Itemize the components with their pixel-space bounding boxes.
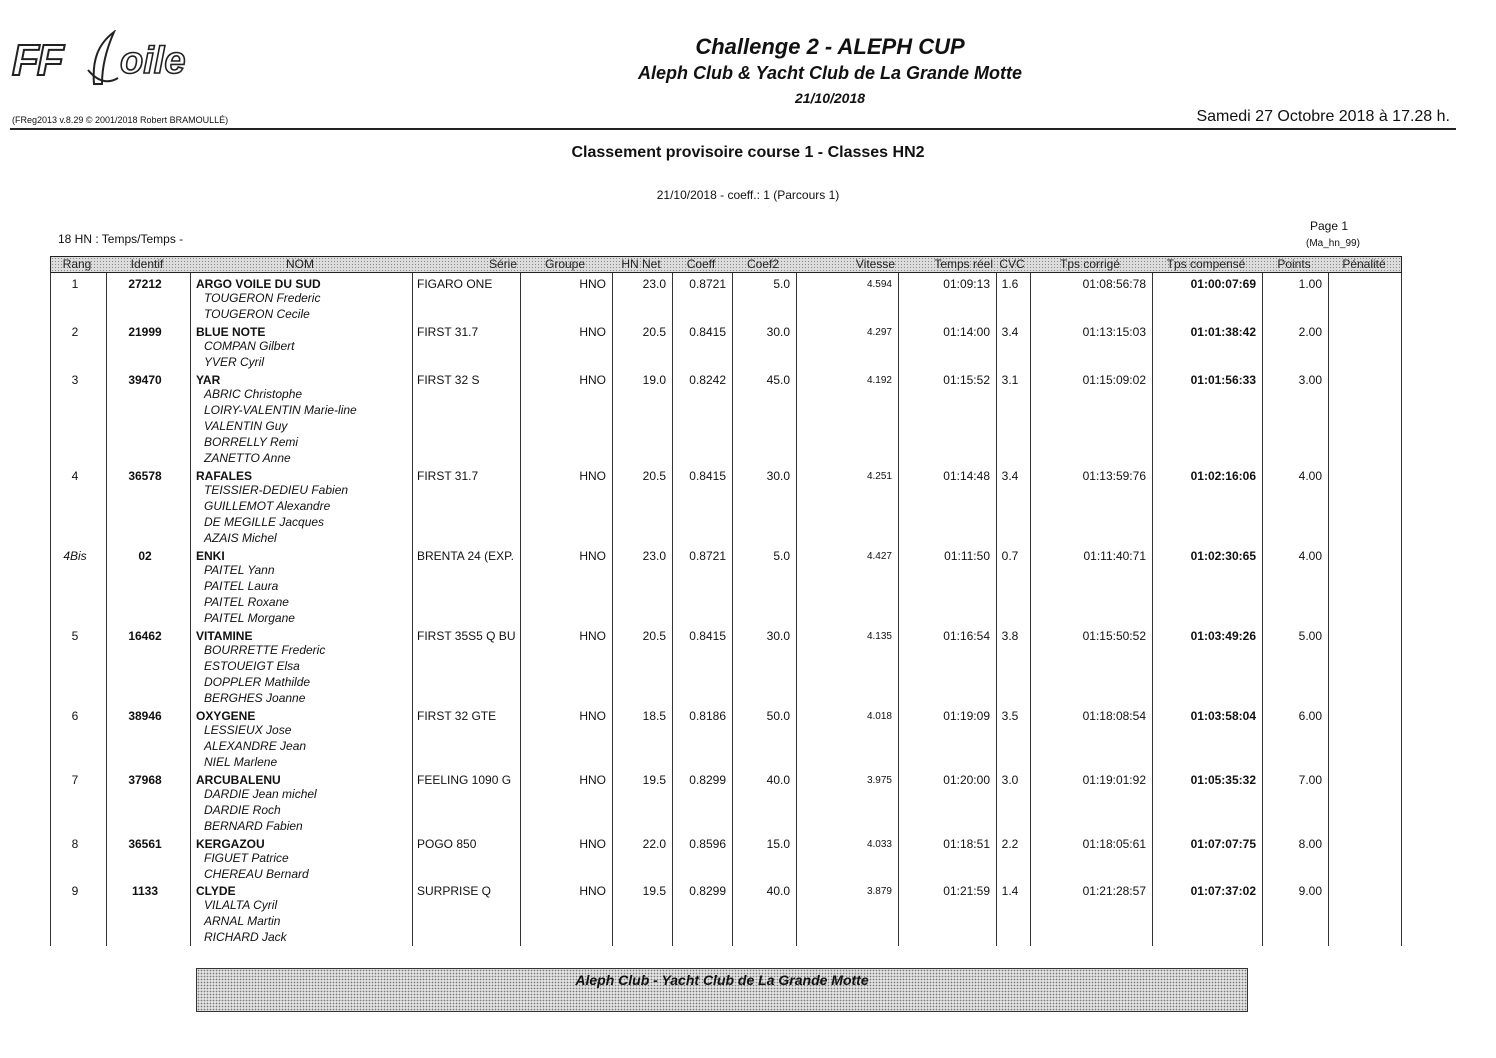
- cell-points: 7.00: [1298, 773, 1322, 787]
- col-header-groupe: Groupe: [544, 257, 586, 271]
- cell-points: 1.00: [1298, 277, 1322, 291]
- cell-coef2: 50.0: [766, 709, 790, 723]
- cell-temps: 01:19:09: [943, 709, 990, 723]
- cell-coeff: 0.8415: [689, 629, 726, 643]
- crew-member: ABRIC Christophe: [204, 387, 303, 401]
- results-table: [50, 256, 1402, 946]
- table-header: [50, 256, 1402, 273]
- crew-member: DARDIE Roch: [204, 803, 281, 817]
- cell-cvc: 1.6: [1001, 277, 1019, 291]
- cell-vitesse: 4.594: [866, 279, 892, 290]
- cell-corrige: 01:19:01:92: [1082, 773, 1146, 787]
- cell-rang: 3: [71, 373, 79, 387]
- cell-corrige: 01:13:59:76: [1082, 469, 1146, 483]
- col-header-nom: NOM: [286, 257, 314, 271]
- cell-compense: 01:07:37:02: [1190, 884, 1256, 898]
- cell-identif: 39470: [128, 373, 162, 387]
- cell-groupe: HNO: [579, 837, 606, 851]
- col-header-penalite: Pénalité: [1342, 257, 1386, 271]
- cell-groupe: HNO: [579, 373, 606, 387]
- crew-member: ZANETTO Anne: [204, 451, 291, 465]
- logo-ff-text: FF: [12, 36, 62, 85]
- cell-nom: YAR: [196, 373, 221, 387]
- crew-member: PAITEL Morgane: [204, 611, 295, 625]
- cell-serie: BRENTA 24 (EXP.: [417, 549, 514, 563]
- cell-hn: 19.0: [642, 373, 666, 387]
- cell-serie: FIRST 32 GTE: [417, 709, 497, 723]
- cell-hn: 19.5: [642, 884, 666, 898]
- crew-member: ALEXANDRE Jean: [204, 739, 307, 753]
- cell-groupe: HNO: [579, 709, 606, 723]
- cell-identif: 16462: [128, 629, 162, 643]
- column-divider: [190, 273, 191, 946]
- cell-groupe: HNO: [579, 629, 606, 643]
- cell-compense: 01:00:07:69: [1190, 277, 1256, 291]
- col-header-points: Points: [1277, 257, 1311, 271]
- cell-rang: 2: [71, 325, 79, 339]
- cell-cvc: 0.7: [1001, 549, 1019, 563]
- cell-temps: 01:21:59: [943, 884, 990, 898]
- cell-rang: 7: [71, 773, 79, 787]
- hn-label: 18 HN : Temps/Temps -: [58, 232, 184, 246]
- crew-member: LOIRY-VALENTIN Marie-line: [204, 403, 357, 417]
- cell-nom: ARCUBALENU: [196, 773, 281, 787]
- cell-cvc: 3.0: [1001, 773, 1019, 787]
- cell-compense: 01:01:38:42: [1190, 325, 1256, 339]
- cell-vitesse: 4.135: [866, 631, 892, 642]
- col-header-coeff: Coeff: [686, 257, 716, 271]
- cell-temps: 01:16:54: [943, 629, 990, 643]
- cell-coef2: 45.0: [766, 373, 790, 387]
- cell-corrige: 01:18:05:61: [1082, 837, 1146, 851]
- cell-groupe: HNO: [579, 773, 606, 787]
- event-date: 21/10/2018: [794, 90, 866, 106]
- cell-vitesse: 4.018: [866, 711, 892, 722]
- cell-temps: 01:18:51: [943, 837, 990, 851]
- cell-identif: 38946: [128, 709, 162, 723]
- cell-corrige: 01:18:08:54: [1082, 709, 1146, 723]
- cell-temps: 01:20:00: [943, 773, 990, 787]
- cell-hn: 23.0: [642, 277, 666, 291]
- printed-datetime: Samedi 27 Octobre 2018 à 17.28 h.: [1196, 108, 1450, 125]
- cell-points: 6.00: [1298, 709, 1322, 723]
- event-subtitle: Aleph Club & Yacht Club de La Grande Motte: [637, 63, 1023, 83]
- cell-identif: 02: [138, 549, 152, 563]
- column-divider: [1328, 273, 1329, 946]
- cell-serie: SURPRISE Q: [417, 884, 492, 898]
- cell-coef2: 5.0: [773, 549, 790, 563]
- cell-identif: 36578: [128, 469, 162, 483]
- cell-coef2: 15.0: [766, 837, 790, 851]
- cell-compense: 01:05:35:32: [1190, 773, 1256, 787]
- cell-groupe: HNO: [579, 277, 606, 291]
- crew-member: BERGHES Joanne: [204, 691, 306, 705]
- cell-points: 2.00: [1298, 325, 1322, 339]
- cell-compense: 01:01:56:33: [1190, 373, 1256, 387]
- cell-coef2: 30.0: [766, 469, 790, 483]
- footer-banner: [196, 968, 1248, 1012]
- cell-nom: RAFALES: [196, 469, 253, 483]
- crew-member: LESSIEUX Jose: [204, 723, 292, 737]
- cell-vitesse: 4.251: [866, 471, 892, 482]
- cell-vitesse: 4.192: [866, 375, 892, 386]
- cell-corrige: 01:11:40:71: [1083, 549, 1146, 563]
- cell-corrige: 01:08:56:78: [1082, 277, 1146, 291]
- cell-compense: 01:03:49:26: [1190, 629, 1256, 643]
- crew-member: BOURRETTE Frederic: [204, 643, 326, 657]
- cell-temps: 01:14:00: [943, 325, 990, 339]
- cell-cvc: 3.5: [1001, 709, 1019, 723]
- crew-member: GUILLEMOT Alexandre: [204, 499, 331, 513]
- cell-compense: 01:02:30:65: [1190, 549, 1256, 563]
- footer-text: Aleph Club - Yacht Club de La Grande Motte: [575, 972, 869, 988]
- cell-compense: 01:07:07:75: [1190, 837, 1256, 851]
- classement-title: Classement provisoire course 1 - Classes HN2: [571, 144, 925, 161]
- cell-nom: VITAMINE: [196, 629, 253, 643]
- crew-member: PAITEL Roxane: [204, 595, 289, 609]
- cell-hn: 23.0: [642, 549, 666, 563]
- crew-member: TEISSIER-DEDIEU Fabien: [204, 483, 349, 497]
- cell-rang: 9: [71, 884, 79, 898]
- cell-groupe: HNO: [579, 325, 606, 339]
- col-header-serie: Série: [488, 257, 517, 271]
- col-header-hn-net: HN Net: [621, 257, 661, 271]
- cell-hn: 20.5: [642, 629, 666, 643]
- col-header-coef2: Coef2: [746, 257, 780, 271]
- event-title: Challenge 2 - ALEPH CUP: [695, 34, 965, 59]
- cell-coef2: 40.0: [766, 773, 790, 787]
- cell-corrige: 01:13:15:03: [1082, 325, 1146, 339]
- logo-oile-text: oile: [120, 40, 186, 82]
- crew-member: NIEL Marlene: [204, 755, 278, 769]
- cell-identif: 21999: [128, 325, 162, 339]
- cell-coeff: 0.8299: [689, 773, 726, 787]
- cell-temps: 01:11:50: [944, 549, 990, 563]
- cell-vitesse: 4.427: [866, 551, 892, 562]
- cell-coef2: 30.0: [766, 629, 790, 643]
- crew-member: BORRELLY Remi: [204, 435, 299, 449]
- cell-temps: 01:15:52: [943, 373, 990, 387]
- cell-identif: 1133: [131, 884, 159, 898]
- cell-nom: OXYGENE: [196, 709, 256, 723]
- crew-member: ESTOUEIGT Elsa: [204, 659, 300, 673]
- crew-member: DARDIE Jean michel: [204, 787, 317, 801]
- cell-rang: 1: [71, 277, 79, 291]
- cell-points: 4.00: [1298, 549, 1322, 563]
- cell-cvc: 3.4: [1001, 325, 1019, 339]
- cell-corrige: 01:15:50:52: [1082, 629, 1146, 643]
- cell-coeff: 0.8721: [689, 277, 726, 291]
- cell-coeff: 0.8299: [689, 884, 726, 898]
- col-header-cvc: CVC: [999, 257, 1025, 271]
- cell-coef2: 30.0: [766, 325, 790, 339]
- header-divider: [10, 128, 1456, 130]
- cell-rang: 5: [71, 629, 79, 643]
- cell-compense: 01:02:16:06: [1190, 469, 1256, 483]
- cell-vitesse: 4.297: [866, 327, 892, 338]
- col-header-identif: Identif: [130, 257, 164, 271]
- cell-serie: FIGARO ONE: [417, 277, 493, 291]
- cell-hn: 20.5: [642, 469, 666, 483]
- cell-temps: 01:14:48: [943, 469, 990, 483]
- sail-icon: [84, 30, 124, 88]
- crew-member: BERNARD Fabien: [204, 819, 303, 833]
- cell-compense: 01:03:58:04: [1190, 709, 1256, 723]
- cell-cvc: 3.4: [1001, 469, 1019, 483]
- cell-hn: 20.5: [642, 325, 666, 339]
- crew-member: DE MEGILLE Jacques: [204, 515, 325, 529]
- cell-coeff: 0.8721: [689, 549, 726, 563]
- cell-groupe: HNO: [579, 884, 606, 898]
- cell-nom: ARGO VOILE DU SUD: [196, 277, 321, 291]
- column-divider: [412, 273, 413, 946]
- page-number: Page 1: [1310, 219, 1349, 233]
- cell-points: 5.00: [1298, 629, 1322, 643]
- cell-points: 9.00: [1298, 884, 1322, 898]
- cell-vitesse: 4.033: [866, 839, 892, 850]
- crew-member: FIGUET Patrice: [204, 851, 289, 865]
- cell-serie: POGO 850: [417, 837, 477, 851]
- cell-points: 4.00: [1298, 469, 1322, 483]
- crew-member: TOUGERON Frederic: [204, 291, 321, 305]
- crew-member: TOUGERON Cecile: [204, 307, 310, 321]
- cell-identif: 36561: [128, 837, 162, 851]
- cell-vitesse: 3.879: [866, 886, 892, 897]
- cell-hn: 18.5: [642, 709, 666, 723]
- crew-member: CHEREAU Bernard: [204, 867, 309, 881]
- cell-corrige: 01:15:09:02: [1082, 373, 1146, 387]
- cell-rang: 4: [71, 469, 79, 483]
- cell-nom: BLUE NOTE: [196, 325, 266, 339]
- crew-member: RICHARD Jack: [204, 930, 287, 944]
- column-divider: [1401, 273, 1402, 946]
- cell-coeff: 0.8415: [689, 325, 726, 339]
- cell-rang: 4Bis: [63, 549, 87, 563]
- course-info: 21/10/2018 - coeff.: 1 (Parcours 1): [656, 188, 840, 202]
- cell-serie: FIRST 35S5 Q BU: [417, 629, 516, 643]
- cell-coeff: 0.8242: [689, 373, 726, 387]
- cell-points: 8.00: [1298, 837, 1322, 851]
- cell-cvc: 3.1: [1001, 373, 1019, 387]
- cell-rang: 6: [71, 709, 79, 723]
- crew-member: VILALTA Cyril: [204, 898, 278, 912]
- crew-member: AZAIS Michel: [204, 531, 277, 545]
- crew-member: DOPPLER Mathilde: [204, 675, 311, 689]
- col-header-rang: Rang: [62, 257, 92, 271]
- cell-nom: KERGAZOU: [196, 837, 265, 851]
- cell-points: 3.00: [1298, 373, 1322, 387]
- cell-coeff: 0.8596: [689, 837, 726, 851]
- cell-cvc: 3.8: [1001, 629, 1019, 643]
- col-header-tps-compense: Tps compensé: [1166, 257, 1246, 271]
- cell-identif: 27212: [128, 277, 162, 291]
- cell-hn: 19.5: [642, 773, 666, 787]
- crew-member: PAITEL Yann: [204, 563, 275, 577]
- cell-rang: 8: [71, 837, 79, 851]
- cell-corrige: 01:21:28:57: [1082, 884, 1146, 898]
- cell-identif: 37968: [128, 773, 162, 787]
- software-version: (FReg2013 v.8.29 © 2001/2018 Robert BRAMOULLÉ): [12, 115, 229, 125]
- page-code: (Ma_hn_99): [1306, 238, 1360, 249]
- crew-member: PAITEL Laura: [204, 579, 279, 593]
- col-header-temps-reel: Temps réel: [934, 257, 993, 271]
- col-header-vitesse: Vitesse: [855, 257, 895, 271]
- crew-member: COMPAN Gilbert: [204, 339, 295, 353]
- crew-member: ARNAL Martin: [204, 914, 281, 928]
- cell-serie: FEELING 1090 G: [417, 773, 512, 787]
- ffvoile-logo: [12, 30, 192, 90]
- cell-serie: FIRST 32 S: [417, 373, 480, 387]
- crew-member: YVER Cyril: [204, 355, 265, 369]
- cell-groupe: HNO: [579, 549, 606, 563]
- cell-nom: CLYDE: [196, 884, 236, 898]
- cell-coef2: 5.0: [773, 277, 790, 291]
- cell-vitesse: 3.975: [866, 775, 892, 786]
- cell-coeff: 0.8186: [689, 709, 726, 723]
- cell-serie: FIRST 31.7: [417, 469, 479, 483]
- col-header-tps-corrige: Tps corrigé: [1059, 257, 1121, 271]
- cell-hn: 22.0: [642, 837, 666, 851]
- cell-groupe: HNO: [579, 469, 606, 483]
- cell-cvc: 2.2: [1001, 837, 1019, 851]
- cell-coef2: 40.0: [766, 884, 790, 898]
- cell-serie: FIRST 31.7: [417, 325, 479, 339]
- cell-nom: ENKI: [196, 549, 225, 563]
- cell-cvc: 1.4: [1001, 884, 1019, 898]
- crew-member: VALENTIN Guy: [204, 419, 288, 433]
- cell-temps: 01:09:13: [943, 277, 990, 291]
- cell-coeff: 0.8415: [689, 469, 726, 483]
